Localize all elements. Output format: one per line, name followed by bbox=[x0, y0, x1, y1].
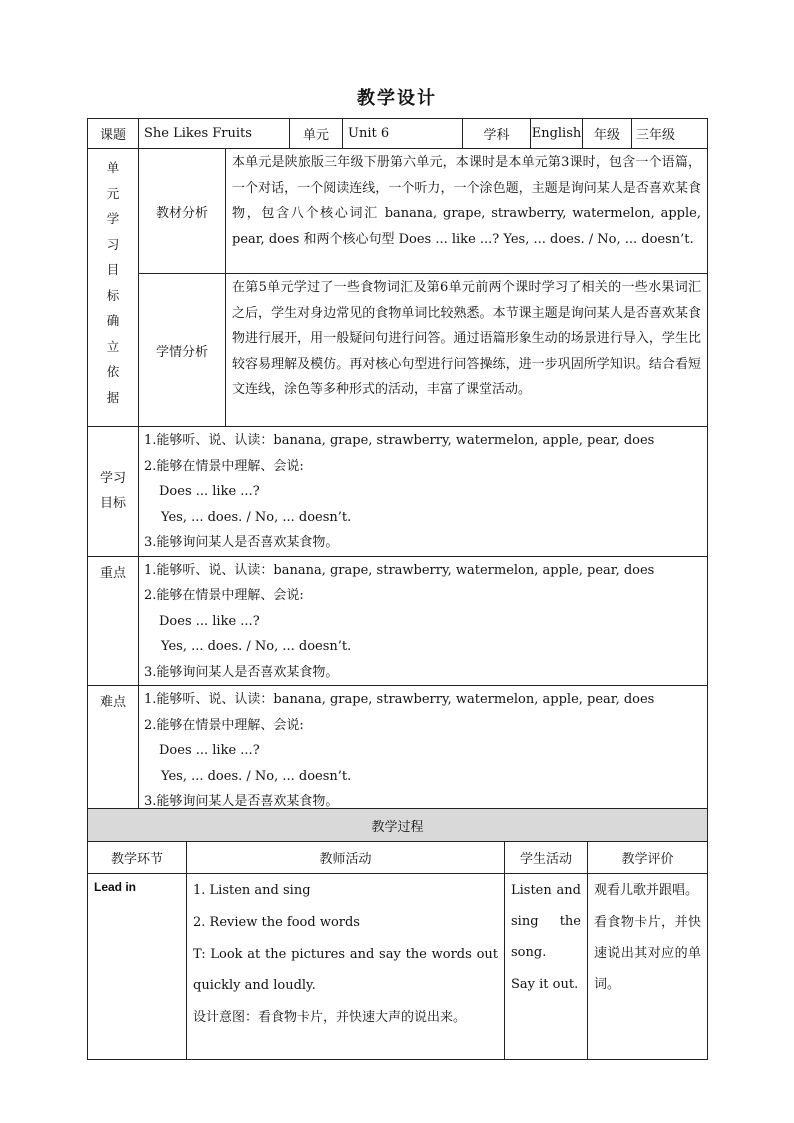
objectives-label-line2: 目标 bbox=[99, 496, 126, 512]
difficult-point-line: 2.能够在情景中理解、会说: bbox=[144, 717, 304, 733]
student-activity-line: Say it out. bbox=[511, 977, 579, 992]
teacher-activity-line: 1. Listen and sing bbox=[193, 883, 311, 898]
stage-name: Lead in bbox=[94, 880, 137, 894]
objectives-label-line1: 学习 bbox=[99, 471, 126, 487]
key-point-line: 3.能够询问某人是否喜欢某食物。 bbox=[144, 664, 339, 680]
basis-label: 单元学习目标确立依据 bbox=[106, 160, 120, 405]
learner-analysis-label: 学情分析 bbox=[139, 274, 226, 427]
difficult-point-line: Does ... like ...? bbox=[159, 743, 260, 758]
teacher-activity-line: 设计意图：看食物卡片，并快速大声的说出来。 bbox=[193, 1010, 467, 1025]
column-header: 教师活动 bbox=[187, 842, 505, 874]
objective-line: Does ... like ...? bbox=[159, 484, 260, 499]
difficult-points-cell bbox=[139, 686, 708, 816]
process-heading: 教学过程 bbox=[88, 809, 708, 842]
column-header: 学生活动 bbox=[505, 842, 588, 874]
page-title: 教学设计 bbox=[357, 88, 437, 109]
student-activity-cell bbox=[505, 874, 588, 1060]
textbook-analysis-text: 本单元是陕旅版三年级下册第六单元，本课时是本单元第3课时，包含一个语篇，一个对话，一个阅读连线，一个听力，一个涂色题，主题是询问某人是否喜欢某食物，包含八个核心词汇 banana, grape, strawberry, watermelon, apple, pear, does 和两个核心句型 Does ... like ...? Yes, ... does. / No, ... doesn’t. bbox=[232, 155, 701, 247]
topic-label: 课题 bbox=[88, 119, 139, 149]
evaluation-cell bbox=[588, 874, 708, 1060]
key-point-line: 1.能够听、说、认读：banana, grape, strawberry, watermelon, apple, pear, does bbox=[144, 562, 655, 578]
key-point-line: 2.能够在情景中理解、会说: bbox=[144, 588, 304, 603]
teacher-activity-line: T: Look at the pictures and say the words out quickly and loudly. bbox=[193, 947, 498, 993]
unit-value: Unit 6 bbox=[343, 119, 463, 149]
teacher-activity-line: 2. Review the food words bbox=[193, 915, 360, 930]
stage-cell bbox=[88, 874, 187, 1060]
unit-label: 单元 bbox=[290, 119, 343, 149]
objectives-cell bbox=[139, 427, 708, 557]
objective-line: 2.能够在情景中理解、会说: bbox=[144, 458, 304, 474]
column-header: 教学评价 bbox=[588, 842, 708, 874]
key-points-label: 重点 bbox=[88, 556, 139, 686]
subject-label: 学科 bbox=[463, 119, 531, 149]
difficult-point-line: Yes, ... does. / No, ... doesn’t. bbox=[161, 768, 352, 784]
evaluation-line: 看食物卡片，并快速说出其对应的单词。 bbox=[594, 915, 702, 992]
objectives-label-cell bbox=[88, 427, 139, 557]
teaching-process-table bbox=[87, 808, 708, 1060]
learner-analysis-cell bbox=[226, 274, 708, 427]
grade-cell bbox=[583, 119, 708, 149]
textbook-analysis-label: 教材分析 bbox=[139, 149, 226, 274]
textbook-analysis-cell bbox=[226, 149, 708, 274]
topic-value: She Likes Fruits bbox=[139, 119, 290, 149]
basis-label-cell bbox=[88, 149, 139, 427]
key-points-cell bbox=[139, 556, 708, 686]
lesson-plan-table bbox=[87, 118, 708, 816]
student-activity-line: Listen and sing the song. bbox=[511, 883, 581, 960]
objective-line: Yes, ... does. / No, ... doesn’t. bbox=[161, 509, 352, 525]
evaluation-line: 观看儿歌并跟唱。 bbox=[594, 883, 699, 898]
learner-analysis-text: 在第5单元学过了一些食物词汇及第6单元前两个课时学习了相关的一些水果词汇之后，学生对身边常见的食物单词比较熟悉。本节课主题是询问某人是否喜欢某食物进行展开，用一般疑问句进行问答。通过语篇形象生动的场景进行导入，学生比较容易理解及模仿。再对核心句型进行问答操练，进一步巩固所学知识。结合看短文连线，涂色等多种形式的活动，丰富了课堂活动。 bbox=[232, 280, 701, 397]
table-row bbox=[88, 874, 708, 1060]
key-point-line: Does ... like ...? bbox=[159, 613, 260, 629]
grade-label: 年级 bbox=[583, 119, 632, 148]
objective-line: 1.能够听、说、认读：banana, grape, strawberry, watermelon, apple, pear, does bbox=[144, 433, 655, 448]
grade-value: 三年级 bbox=[636, 128, 676, 143]
subject-value: English bbox=[531, 119, 583, 149]
key-point-line: Yes, ... does. / No, ... doesn’t. bbox=[161, 639, 352, 654]
teacher-activity-cell bbox=[187, 874, 505, 1060]
difficult-point-line: 3.能够询问某人是否喜欢某食物。 bbox=[144, 794, 339, 809]
difficult-point-line: 1.能够听、说、认读：banana, grape, strawberry, watermelon, apple, pear, does bbox=[144, 692, 655, 707]
objective-line: 3.能够询问某人是否喜欢某食物。 bbox=[144, 535, 339, 550]
column-header: 教学环节 bbox=[88, 842, 187, 874]
difficult-points-label: 难点 bbox=[88, 686, 139, 816]
